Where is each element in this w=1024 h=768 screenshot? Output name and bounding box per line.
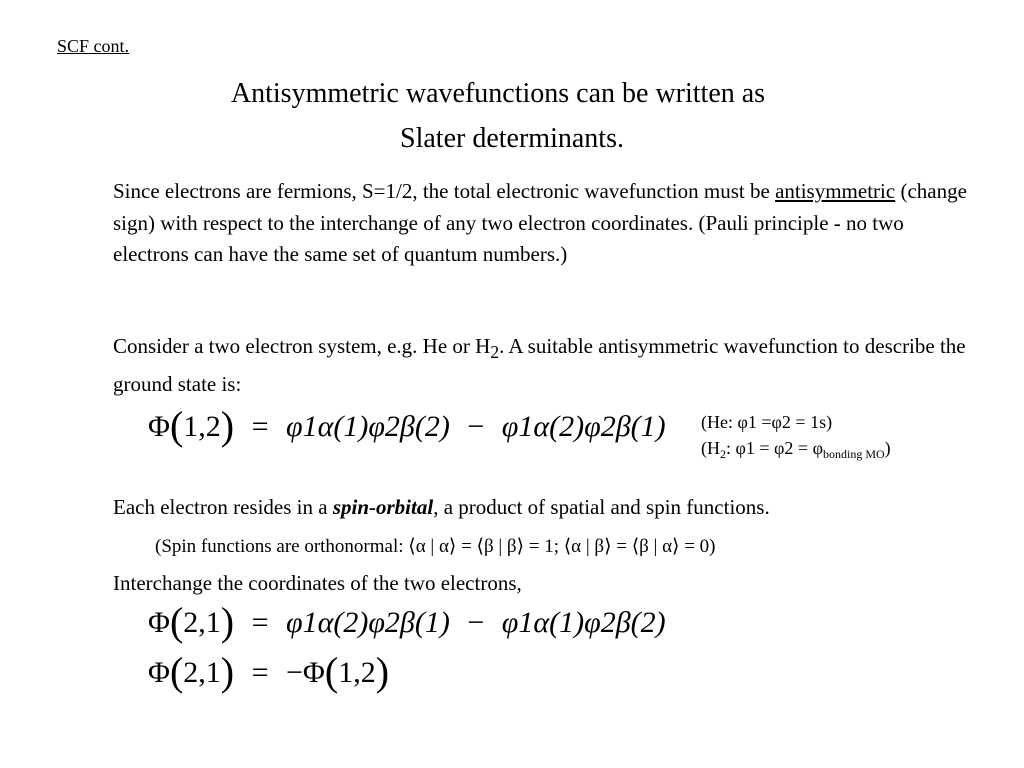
- fermion-text-c: (change sign) with respect to the interchange of any two electron coordinates. (Pauli principle - no two electrons can have the same set of quantum numbers.): [113, 179, 967, 266]
- spin-orbital-text-c: , a product of spatial and spin functions.: [433, 495, 770, 519]
- spin-orbital-paragraph: [113, 492, 973, 524]
- eq3-operator: −: [467, 606, 485, 639]
- h2-note-sub: 2: [720, 447, 726, 461]
- interchanged-equation: Φ(2,1) = φ1α(2)φ2β(1) − φ1α(1)φ2β(2): [148, 599, 666, 644]
- fermion-paragraph: [113, 176, 973, 271]
- eq4-rhs-args: 1,2: [338, 656, 376, 689]
- eq1-term2: φ1α(2)φ2β(1): [501, 410, 666, 443]
- eq1-lhs-args: 1,2: [183, 410, 221, 443]
- h2-note-a: (H: [701, 438, 720, 458]
- slide-title-line-1: Antisymmetric wavefunctions can be written as: [230, 78, 766, 109]
- two-electron-paragraph: [113, 331, 973, 400]
- eq3-lhs-symbol: Φ: [148, 606, 170, 639]
- eq1-lhs-symbol: Φ: [148, 410, 170, 443]
- wavefunction-equation: Φ(1,2) = φ1α(1)φ2β(2) − φ1α(2)φ2β(1): [148, 403, 666, 448]
- eq4-lhs-symbol: Φ: [148, 656, 170, 689]
- interchange-paragraph: Interchange the coordinates of the two electrons,: [113, 571, 522, 595]
- h2-note-sub2: bonding MO: [822, 447, 885, 461]
- eq4-lhs-args: 2,1: [183, 656, 221, 689]
- two-electron-text-a: Consider a two electron system, e.g. He or H: [113, 334, 491, 358]
- eq1-operator: −: [467, 410, 485, 443]
- h2-note: [701, 436, 891, 466]
- h2-note-c: ): [884, 438, 891, 458]
- spin-orbital-term: spin-orbital: [332, 495, 434, 519]
- eq4-rhs: −Φ: [286, 656, 325, 689]
- eq1-term1: φ1α(1)φ2β(2): [286, 410, 450, 443]
- two-electron-text-b: . A suitable antisymmetric wavefunction to describe the ground state is:: [113, 334, 966, 396]
- orthonormal-note: (Spin functions are orthonormal: ⟨α | α⟩ = ⟨β | β⟩ = 1; ⟨α | β⟩ = ⟨β | α⟩ = 0): [155, 536, 716, 557]
- eq3-term1: φ1α(2)φ2β(1): [286, 606, 450, 639]
- antisymmetry-result-equation: Φ(2,1) = −Φ(1,2): [148, 649, 390, 694]
- fermion-text-a: Since electrons are fermions, S=1/2, the total electronic wavefunction must be: [113, 179, 776, 203]
- h2-note-b: : φ1 = φ2 = φ: [726, 438, 823, 458]
- antisymmetric-term: antisymmetric: [775, 179, 896, 203]
- spin-orbital-text-a: Each electron resides in a: [113, 495, 333, 519]
- h2-subscript: 2: [490, 342, 500, 363]
- section-label: SCF cont.: [57, 36, 130, 56]
- he-note: (He: φ1 =φ2 = 1s): [701, 412, 833, 432]
- slide-title-line-2: Slater determinants.: [400, 123, 624, 154]
- eq3-term2: φ1α(1)φ2β(2): [501, 606, 666, 639]
- eq3-lhs-args: 2,1: [183, 606, 221, 639]
